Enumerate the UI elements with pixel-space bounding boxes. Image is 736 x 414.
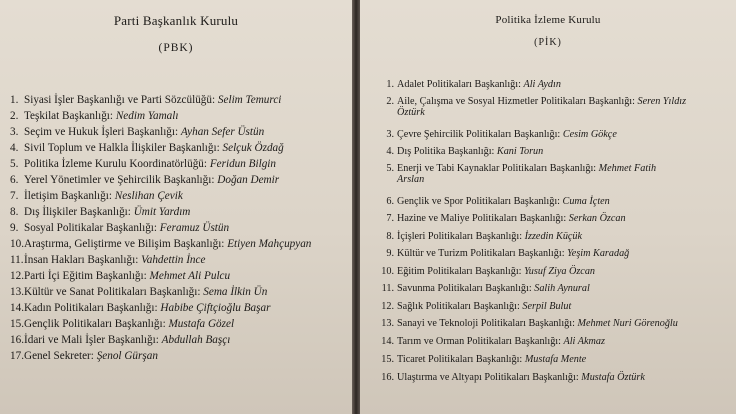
item-role: Yerel Yönetimler ve Şehircilik Başkanlığı: — [24, 174, 215, 186]
item-role: Genel Sekreter: — [24, 350, 94, 362]
list-item — [10, 110, 350, 126]
item-role: Sanayi ve Teknoloji Politikaları Başkanlığı: — [397, 318, 575, 329]
item-number: 5. — [386, 162, 394, 174]
item-person-name: Salih Aynural — [534, 283, 590, 294]
item-role: Sağlık Politikaları Başkanlığı: — [397, 300, 520, 312]
item-person-name: Feridun Bilgin — [209, 158, 276, 170]
item-number: 8. — [10, 206, 19, 218]
item-role: Politika İzleme Kurulu Koordinatörlüğü: — [24, 158, 208, 170]
item-role: Hazine ve Maliye Politikaları Başkanlığı: — [397, 213, 567, 224]
item-role: Gençlik ve Spor Politikaları Başkanlığı: — [397, 195, 560, 207]
item-person-name: Ümit Yardım — [133, 206, 191, 218]
item-person-name: Selim Temurci — [217, 94, 282, 106]
item-person-name: Cuma İçten — [562, 195, 610, 207]
item-person-name: Seren Yıldız — [637, 95, 687, 107]
list-item — [378, 79, 728, 96]
item-role: Savunma Politikaları Başkanlığı: — [397, 283, 532, 294]
item-role: Sivil Toplum ve Halkla İlişkiler Başkanlığı: — [24, 142, 220, 154]
item-person-name: Mustafa Öztürk — [581, 372, 645, 383]
item-role: Teşkilat Başkanlığı: — [24, 110, 114, 122]
list-item — [10, 334, 350, 350]
item-number: 17. — [10, 350, 24, 362]
item-number: 15. — [10, 318, 24, 330]
list-item — [378, 266, 728, 284]
item-number: 11. — [381, 283, 394, 294]
item-person-name: Abdullah Başçı — [161, 334, 231, 346]
item-number: 16. — [10, 334, 24, 346]
pbk-title: Parti Başkanlık Kurulu — [113, 13, 239, 28]
list-item — [10, 254, 350, 270]
list-item — [378, 301, 728, 319]
list-item — [378, 248, 728, 266]
item-number: 5. — [10, 158, 19, 170]
item-person-name: Etiyen Mahçupyan — [227, 238, 312, 250]
item-number: 3. — [386, 128, 394, 140]
item-person-name-continued: Öztürk — [397, 106, 425, 118]
item-person-name: Mehmet Fatih — [598, 162, 657, 174]
item-person-name: Habibe Çiftçioğlu Başar — [160, 302, 271, 314]
list-item — [378, 372, 728, 390]
item-person-name: Yeşim Karadağ — [567, 248, 630, 259]
item-number: 4. — [10, 142, 19, 154]
list-item — [378, 354, 728, 372]
item-role: Kültür ve Turizm Politikaları Başkanlığı: — [397, 248, 565, 259]
list-item — [10, 318, 350, 334]
item-number: 10. — [381, 265, 394, 277]
list-item — [10, 350, 350, 366]
item-role: Parti İçi Eğitim Başkanlığı: — [24, 270, 147, 282]
item-number: 8. — [386, 230, 394, 242]
list-item — [378, 213, 728, 231]
item-number: 10. — [10, 238, 24, 250]
item-role: İdari ve Mali İşler Başkanlığı: — [24, 334, 159, 346]
item-person-name: Serkan Özcan — [568, 213, 626, 224]
item-person-name: Ayhan Sefer Üstün — [180, 126, 265, 138]
item-role: Gençlik Politikaları Başkanlığı: — [24, 318, 166, 330]
pik-member-list — [378, 79, 728, 390]
item-number: 9. — [386, 248, 394, 259]
page-gutter — [352, 0, 360, 414]
item-role: İçişleri Politikaları Başkanlığı: — [397, 230, 523, 242]
list-item — [378, 163, 728, 196]
item-number: 4. — [386, 145, 394, 157]
list-item — [378, 129, 728, 146]
list-item — [378, 196, 728, 214]
item-role: İnsan Hakları Başkanlığı: — [24, 254, 139, 266]
right-page — [360, 0, 736, 414]
item-number: 14. — [381, 336, 394, 347]
item-person-name: Vahdettin İnce — [141, 254, 206, 266]
item-role: Sosyal Politikalar Başkanlığı: — [24, 222, 157, 234]
item-number: 7. — [386, 213, 394, 224]
list-item — [378, 231, 728, 249]
item-person-name: Mehmet Nuri Görenoğlu — [577, 318, 678, 329]
item-number: 7. — [10, 190, 19, 202]
item-role: Çevre Şehircilik Politikaları Başkanlığı: — [397, 128, 561, 140]
item-role: Ticaret Politikaları Başkanlığı: — [397, 354, 523, 365]
list-item — [10, 302, 350, 318]
item-person-name: Serpil Bulut — [522, 300, 572, 312]
item-number: 12. — [381, 300, 394, 312]
item-role: Enerji ve Tabi Kaynaklar Politikaları Başkanlığı: — [397, 162, 597, 174]
list-item — [10, 126, 350, 142]
item-number: 6. — [10, 174, 19, 186]
item-person-name: Kani Torun — [496, 145, 544, 157]
pbk-abbreviation: (PBK) — [158, 42, 194, 54]
item-person-name-continued: Arslan — [397, 173, 425, 185]
item-number: 3. — [10, 126, 19, 138]
item-number: 9. — [10, 222, 19, 234]
list-item — [10, 222, 350, 238]
item-person-name: Mehmet Ali Pulcu — [149, 270, 231, 282]
item-person-name: Selçuk Özdağ — [222, 142, 284, 154]
list-item — [378, 318, 728, 336]
item-role: Aile, Çalışma ve Sosyal Hizmetler Politikaları Başkanlığı: — [397, 95, 635, 107]
item-number: 16. — [381, 372, 394, 383]
item-role: Tarım ve Orman Politikaları Başkanlığı: — [397, 336, 561, 347]
list-item — [378, 283, 728, 301]
item-number: 15. — [381, 354, 394, 365]
item-person-name: İzzedin Küçük — [524, 230, 583, 242]
list-item — [378, 336, 728, 354]
list-item — [10, 190, 350, 206]
item-number: 14. — [10, 302, 24, 314]
item-role: Kadın Politikaları Başkanlığı: — [24, 302, 158, 314]
item-person-name: Şenol Gürşan — [96, 350, 158, 362]
pbk-member-list — [10, 94, 350, 366]
item-number: 13. — [10, 286, 24, 298]
left-page — [0, 0, 352, 414]
item-role: Ulaştırma ve Altyapı Politikaları Başkanlığı: — [397, 372, 579, 383]
item-number: 1. — [10, 94, 19, 106]
item-role: İletişim Başkanlığı: — [24, 190, 112, 202]
item-number: 11. — [10, 254, 24, 266]
pik-abbreviation: (PİK) — [534, 37, 562, 48]
item-role: Dış İlişkiler Başkanlığı: — [24, 206, 131, 218]
item-role: Araştırma, Geliştirme ve Bilişim Başkanlığı: — [24, 238, 225, 250]
item-role: Siyasi İşler Başkanlığı ve Parti Sözcülüğü: — [24, 94, 216, 106]
list-item — [10, 206, 350, 222]
list-item — [10, 158, 350, 174]
list-item — [378, 146, 728, 163]
list-item — [10, 238, 350, 254]
item-number: 1. — [386, 79, 394, 90]
item-role: Adalet Politikaları Başkanlığı: — [397, 79, 521, 90]
item-number: 6. — [386, 195, 394, 207]
item-person-name: Neslihan Çevik — [114, 190, 183, 202]
item-person-name: Yusuf Ziya Özcan — [524, 265, 596, 277]
item-role: Seçim ve Hukuk İşleri Başkanlığı: — [24, 126, 179, 138]
item-person-name: Mustafa Mente — [524, 354, 587, 365]
item-number: 13. — [381, 318, 394, 329]
list-item — [378, 96, 728, 129]
list-item — [10, 286, 350, 302]
item-person-name: Doğan Demir — [217, 174, 280, 186]
item-role: Kültür ve Sanat Politikaları Başkanlığı: — [24, 286, 201, 298]
item-person-name: Ali Akmaz — [563, 336, 605, 347]
item-person-name: Mustafa Gözel — [168, 318, 235, 330]
pik-title: Politika İzleme Kurulu — [495, 14, 601, 26]
item-person-name: Nedim Yamalı — [115, 110, 179, 122]
item-person-name: Feramuz Üstün — [159, 222, 230, 234]
list-item — [10, 174, 350, 190]
item-person-name: Ali Aydın — [523, 79, 561, 90]
item-role: Eğitim Politikaları Başkanlığı: — [397, 265, 522, 277]
list-item — [10, 94, 350, 110]
list-item — [10, 142, 350, 158]
item-number: 2. — [386, 95, 394, 107]
item-role: Dış Politika Başkanlığı: — [397, 145, 495, 157]
item-number: 2. — [10, 110, 19, 122]
item-person-name: Cesim Gökçe — [562, 128, 617, 140]
item-person-name: Sema İlkin Ün — [203, 286, 268, 298]
item-number: 12. — [10, 270, 24, 282]
list-item — [10, 270, 350, 286]
